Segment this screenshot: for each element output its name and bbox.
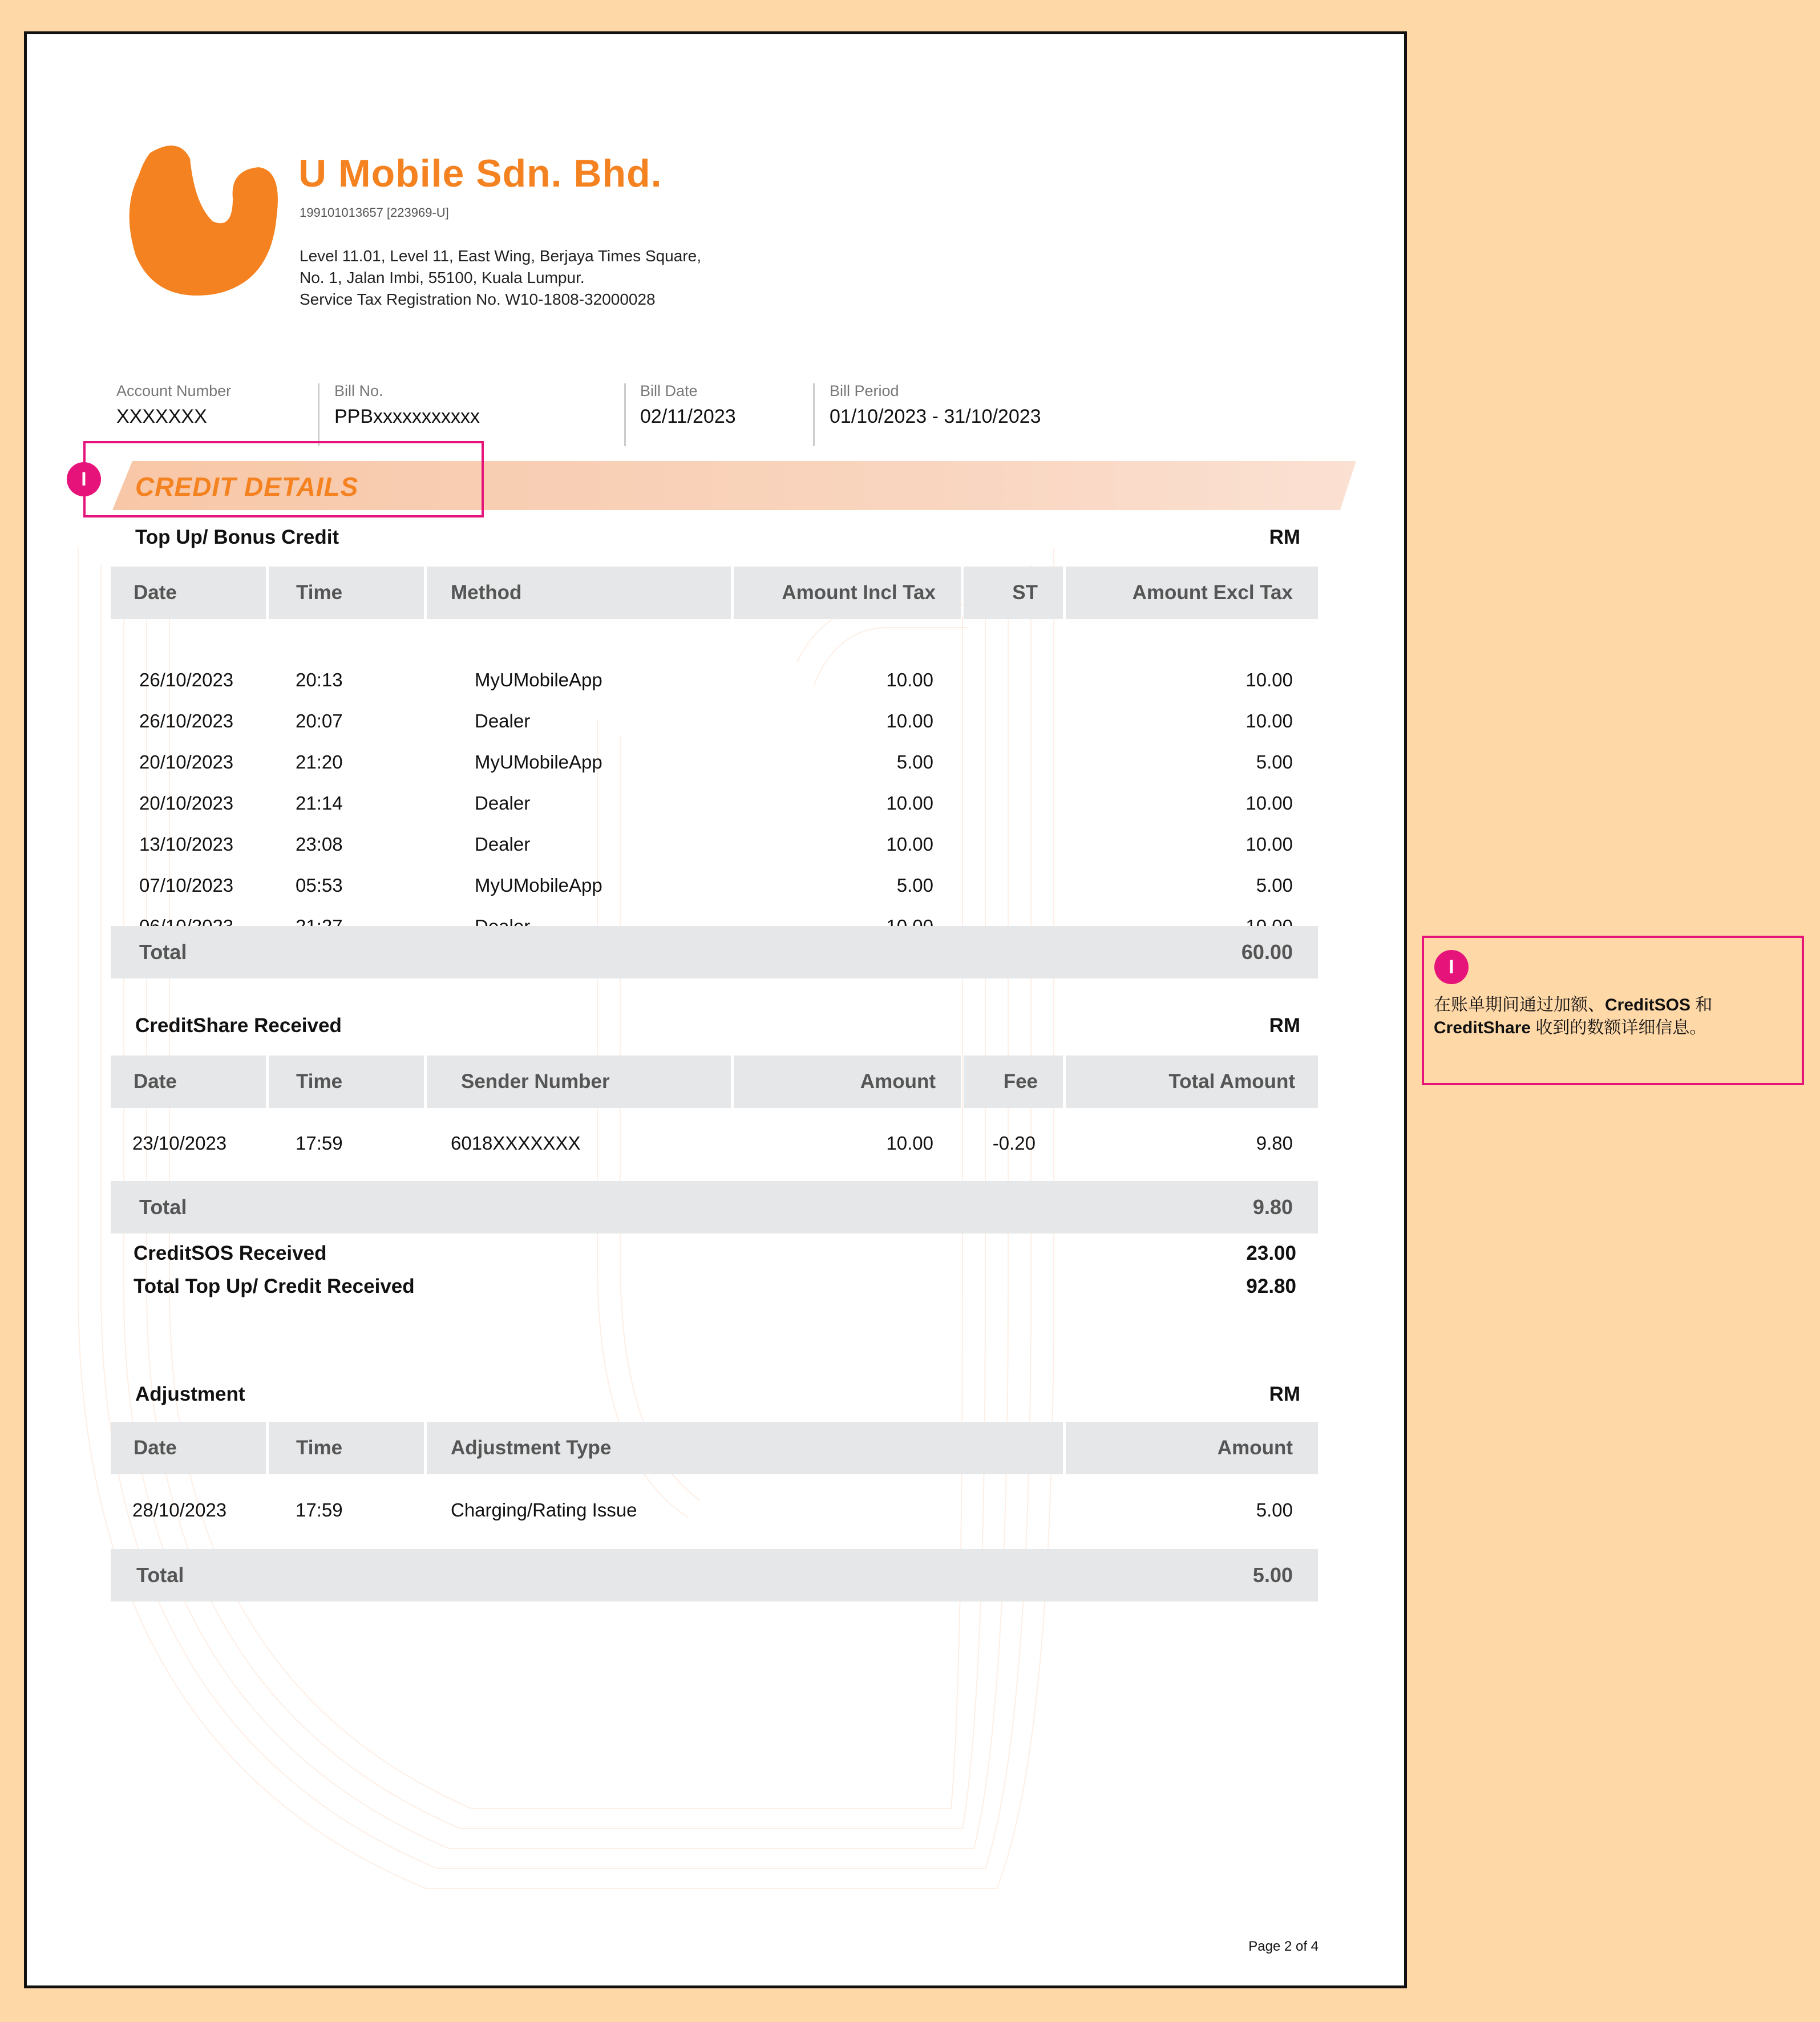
topup-title: Top Up/ Bonus Credit [135, 526, 339, 548]
adjustment-table-header [111, 1422, 1318, 1474]
bill-no-field [334, 382, 480, 428]
company-name: U Mobile Sdn. Bhd. [298, 152, 662, 195]
cell-time: 21:14 [296, 792, 343, 814]
cell-method: MyUMobileApp [475, 751, 602, 773]
table-row [111, 783, 1318, 824]
bill-no-label: Bill No. [334, 382, 383, 399]
bill-date-label: Bill Date [640, 382, 698, 399]
topup-total-value: 60.00 [1241, 940, 1293, 964]
col-method: Method [427, 567, 731, 619]
cell-method: MyUMobileApp [475, 875, 602, 896]
section-title: CREDIT DETAILS [135, 472, 359, 502]
table-row [111, 1123, 1318, 1164]
watermark-pattern [27, 34, 1407, 1988]
address-line: No. 1, Jalan Imbi, 55100, Kuala Lumpur. [300, 269, 585, 286]
table-row [111, 660, 1318, 701]
creditshare-total-label: Total [139, 1195, 187, 1219]
bill-period-label: Bill Period [830, 382, 899, 399]
cell-amount-excl-tax: 10.00 [1245, 834, 1293, 855]
cell-amount: 10.00 [886, 1133, 933, 1154]
annotation-note-text [1434, 994, 1793, 1040]
col-amount-incl-tax: Amount Incl Tax [734, 567, 961, 619]
cell-time: 17:59 [296, 1133, 343, 1154]
cell-time: 23:08 [296, 834, 343, 855]
cell-date: 26/10/2023 [139, 669, 234, 690]
adjustment-title: Adjustment [135, 1383, 245, 1405]
cell-date: 20/10/2023 [139, 751, 234, 773]
table-row [111, 824, 1318, 865]
adjustment-total-row [111, 1549, 1318, 1602]
topup-currency: RM [1269, 526, 1300, 548]
col-amount: Amount [734, 1056, 961, 1108]
total-topup-label: Total Top Up/ Credit Received [134, 1275, 415, 1297]
bill-no-value: PPBxxxxxxxxxxx [334, 406, 480, 427]
cell-time: 17:59 [296, 1499, 343, 1520]
cell-time: 05:53 [296, 875, 343, 896]
table-row [111, 865, 1318, 906]
cell-date: 26/10/2023 [139, 710, 234, 731]
table-row [111, 1490, 1318, 1531]
col-amount-excl-tax: Amount Excl Tax [1066, 567, 1318, 619]
topup-total-label: Total [139, 940, 187, 964]
creditshare-currency: RM [1269, 1014, 1300, 1037]
highlight-box [83, 441, 484, 517]
col-date: Date [111, 1056, 266, 1108]
adjustment-currency: RM [1269, 1383, 1300, 1405]
col-date: Date [111, 567, 266, 619]
note-text-bold: CreditSOS [1605, 996, 1691, 1014]
cell-amount-incl-tax: 10.00 [886, 834, 933, 855]
col-time: Time [269, 567, 424, 619]
adjustment-total-value: 5.00 [1252, 1563, 1293, 1587]
cell-fee: -0.20 [992, 1133, 1036, 1154]
field-divider [624, 383, 626, 446]
bill-period-value: 01/10/2023 - 31/10/2023 [830, 406, 1041, 427]
cell-method: Dealer [475, 710, 531, 731]
cell-method: Dealer [475, 792, 531, 814]
cell-amount-excl-tax: 10.00 [1245, 792, 1293, 814]
bill-period-field [830, 382, 1041, 428]
adjustment-total-label: Total [136, 1563, 184, 1587]
note-text-bold: CreditShare [1434, 1018, 1531, 1037]
col-adjustment-type: Adjustment Type [427, 1422, 1063, 1474]
creditshare-total-row [111, 1181, 1318, 1234]
address-line: Service Tax Registration No. W10-1808-32000028 [300, 290, 656, 308]
cell-date: 28/10/2023 [132, 1499, 227, 1520]
cell-amount-excl-tax: 5.00 [1256, 751, 1293, 773]
total-topup-value: 92.80 [1246, 1275, 1296, 1297]
field-divider [813, 383, 815, 446]
company-reg-no: 199101013657 [223969-U] [300, 205, 449, 220]
col-st: ST [964, 567, 1063, 619]
cell-date: 20/10/2023 [139, 792, 234, 814]
cell-method: MyUMobileApp [475, 669, 602, 690]
col-date: Date [111, 1422, 266, 1474]
u-mobile-logo-icon [127, 136, 282, 300]
col-time: Time [269, 1056, 424, 1108]
cell-amount-excl-tax: 5.00 [1256, 875, 1293, 896]
cell-amount-excl-tax: 10.00 [1245, 669, 1293, 690]
cell-amount-incl-tax: 10.00 [886, 669, 933, 690]
cell-time: 20:07 [296, 710, 343, 731]
col-amount: Amount [1066, 1422, 1318, 1474]
cell-amount-excl-tax: 10.00 [1245, 710, 1293, 731]
topup-table-header [111, 567, 1318, 619]
account-number-field [116, 382, 231, 428]
table-row [111, 701, 1318, 742]
cell-date: 07/10/2023 [139, 875, 234, 896]
bill-date-field [640, 382, 736, 428]
cell-amount-incl-tax: 10.00 [886, 792, 933, 814]
cell-amount-incl-tax: 5.00 [896, 875, 933, 896]
table-row [111, 742, 1318, 783]
bill-page [24, 31, 1407, 1988]
creditsos-label: CreditSOS Received [134, 1242, 327, 1264]
annotation-note-marker: I [1434, 950, 1469, 984]
cell-date: 23/10/2023 [132, 1133, 227, 1154]
cell-amount-incl-tax: 5.00 [896, 751, 933, 773]
cell-date: 13/10/2023 [139, 834, 234, 855]
cell-amount-incl-tax: 10.00 [886, 710, 933, 731]
topup-total-row [111, 926, 1318, 978]
company-address [300, 245, 701, 310]
cell-amount: 5.00 [1256, 1499, 1293, 1520]
page-number: Page 2 of 4 [1248, 1939, 1319, 1954]
cell-total-amount: 9.80 [1256, 1133, 1293, 1154]
col-total-amount: Total Amount [1066, 1056, 1318, 1108]
col-sender-number: Sender Number [427, 1056, 731, 1108]
note-text-part: 收到的数额详细信息。 [1531, 1018, 1707, 1037]
creditsos-value: 23.00 [1246, 1242, 1296, 1264]
creditshare-table-header [111, 1056, 1318, 1108]
cell-adjustment-type: Charging/Rating Issue [451, 1499, 637, 1520]
annotation-marker: I [67, 462, 101, 496]
creditshare-title: CreditShare Received [135, 1014, 342, 1037]
cell-time: 20:13 [296, 669, 343, 690]
cell-method: Dealer [475, 834, 531, 855]
note-text-part: 在账单期间通过加额、 [1434, 996, 1605, 1014]
account-number-value: XXXXXXX [116, 406, 207, 427]
cell-time: 21:20 [296, 751, 343, 773]
creditshare-total-value: 9.80 [1252, 1195, 1293, 1219]
col-fee: Fee [964, 1056, 1063, 1108]
address-line: Level 11.01, Level 11, East Wing, Berjaya Times Square, [300, 247, 702, 265]
account-number-label: Account Number [116, 382, 232, 399]
note-text-part: 和 [1690, 996, 1713, 1014]
bill-date-value: 02/11/2023 [640, 406, 736, 427]
col-time: Time [269, 1422, 424, 1474]
field-divider [318, 383, 319, 446]
cell-sender-number: 6018XXXXXXX [451, 1133, 581, 1154]
